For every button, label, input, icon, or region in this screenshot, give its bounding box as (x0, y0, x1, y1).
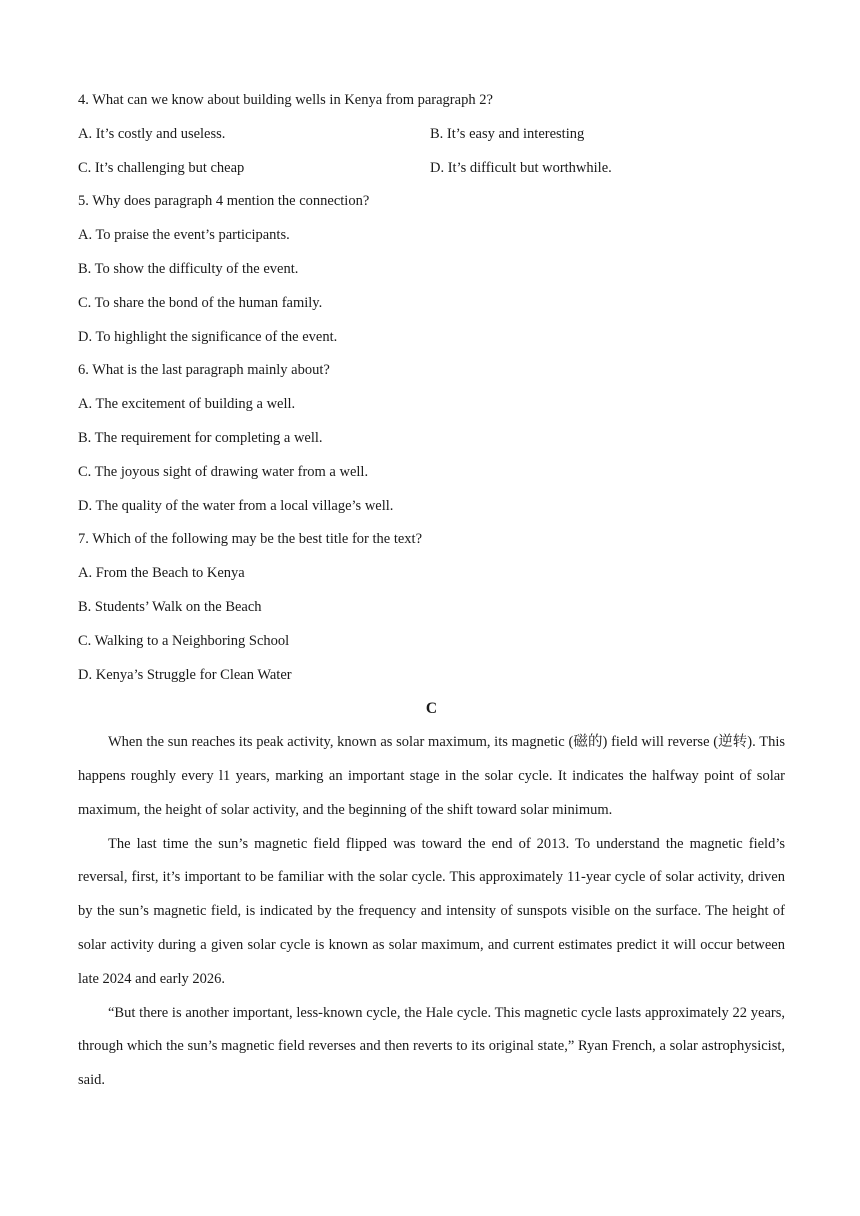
option-5a: A. To praise the event’s participants. (78, 227, 290, 244)
option-5d: D. To highlight the significance of the event. (78, 328, 338, 345)
option-7b: B. Students’ Walk on the Beach (78, 598, 262, 615)
section-c-paragraph-2: The last time the sun’s magnetic field flipped was toward the end of 2013. To understand the magnetic field’s reversal, first, it’s important to be familiar with the solar cycle. This approximately 11-year cycle of solar activity, driven by the sun’s magnetic field, is indicated by the frequency and intensity of sunspots visible on the surface. The height of solar activity during a given solar cycle is known as solar maximum, and current estimates predict it will occur between late 2024 and early 2026. (78, 835, 785, 987)
section-c-heading: C (425, 700, 438, 718)
option-4c: C. It’s challenging but cheap (78, 159, 245, 176)
question-4-options-row-2 (78, 152, 785, 186)
option-5c: C. To share the bond of the human family. (78, 294, 323, 311)
question-4-options-row-1 (78, 118, 785, 152)
option-4b: B. It’s easy and interesting (430, 125, 585, 142)
option-6a: A. The excitement of building a well. (78, 396, 296, 413)
question-4: 4. What can we know about building wells in Kenya from paragraph 2? (78, 92, 493, 108)
option-4a: A. It’s costly and useless. (78, 125, 226, 142)
option-7a: A. From the Beach to Kenya (78, 565, 245, 582)
document-page (78, 84, 785, 1098)
option-7d: D. Kenya’s Struggle for Clean Water (78, 666, 292, 683)
section-c-paragraph-3: “But there is another important, less-known cycle, the Hale cycle. This magnetic cycle lasts approximately 22 years, through which the sun’s magnetic field reverses and then reverts to its original state,” Ryan French, a solar astrophysicist, said. (78, 1004, 785, 1089)
option-6d: D. The quality of the water from a local village’s well. (78, 497, 394, 514)
question-6: 6. What is the last paragraph mainly about? (78, 362, 330, 379)
option-4d: D. It’s difficult but worthwhile. (430, 159, 612, 176)
option-6b: B. The requirement for completing a well. (78, 429, 323, 446)
question-5: 5. Why does paragraph 4 mention the connection? (78, 193, 370, 210)
option-6c: C. The joyous sight of drawing water from a well. (78, 463, 369, 480)
option-7c: C. Walking to a Neighboring School (78, 632, 290, 649)
section-c-paragraph-1: When the sun reaches its peak activity, known as solar maximum, its magnetic (磁的) field will reverse (逆转). This happens roughly every l1 years, marking an important stage in the solar cycle. It indicates the halfway point of solar maximum, the height of solar activity, and the beginning of the shift toward solar minimum. (78, 734, 785, 818)
option-5b: B. To show the difficulty of the event. (78, 260, 299, 277)
question-7: 7. Which of the following may be the best title for the text? (78, 531, 423, 548)
